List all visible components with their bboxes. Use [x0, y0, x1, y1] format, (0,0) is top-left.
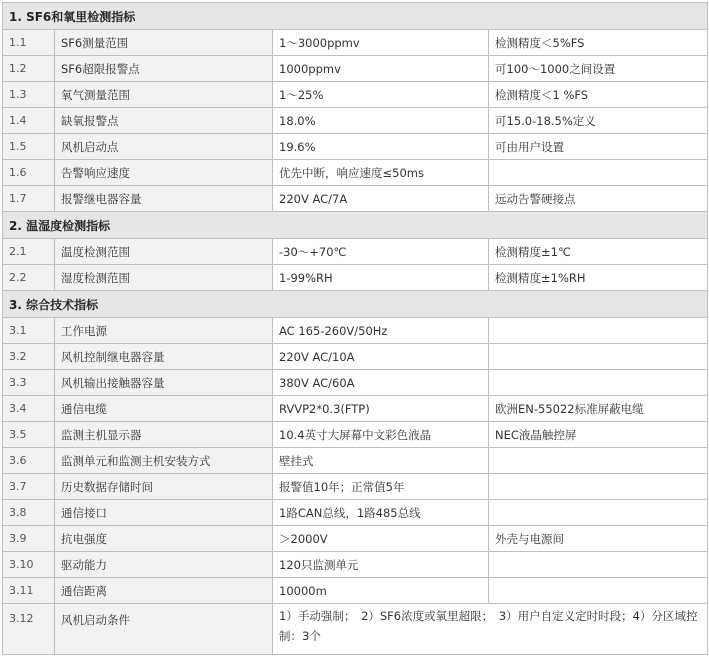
- section-title: 1. SF6和氧里检测指标: [3, 3, 708, 30]
- parameter-value: ＞2000V: [273, 526, 489, 552]
- section-header-row: [3, 212, 708, 239]
- parameter-value: 10000m: [273, 578, 489, 604]
- table-row: [3, 526, 708, 552]
- parameter-name: 抗电强度: [55, 526, 273, 552]
- row-number: 3.3: [3, 370, 55, 396]
- parameter-value: AC 165-260V/50Hz: [273, 318, 489, 344]
- parameter-value: 220V AC/7A: [273, 186, 489, 212]
- parameter-name: 驱动能力: [55, 552, 273, 578]
- parameter-note: [489, 448, 708, 474]
- row-number: 1.2: [3, 56, 55, 82]
- row-number: 2.1: [3, 239, 55, 265]
- parameter-name: SF6测量范围: [55, 30, 273, 56]
- table-row: [3, 239, 708, 265]
- table-row: [3, 82, 708, 108]
- parameter-note: [489, 474, 708, 500]
- parameter-note: 检测精度±1℃: [489, 239, 708, 265]
- table-row: [3, 318, 708, 344]
- parameter-name: 风机输出接触器容量: [55, 370, 273, 396]
- parameter-name: 告警响应速度: [55, 160, 273, 186]
- parameter-name: 缺氧报警点: [55, 108, 273, 134]
- row-number: 1.5: [3, 134, 55, 160]
- row-number: 3.4: [3, 396, 55, 422]
- parameter-name: 风机控制继电器容量: [55, 344, 273, 370]
- row-number: 3.11: [3, 578, 55, 604]
- row-number: 1.7: [3, 186, 55, 212]
- parameter-value: 1～3000ppmv: [273, 30, 489, 56]
- parameter-name: 监测单元和监测主机安装方式: [55, 448, 273, 474]
- parameter-value: 120只监测单元: [273, 552, 489, 578]
- parameter-note: [489, 552, 708, 578]
- row-number: 3.2: [3, 344, 55, 370]
- parameter-value: 220V AC/10A: [273, 344, 489, 370]
- section-title: 3. 综合技术指标: [3, 291, 708, 318]
- parameter-value: 10.4英寸大屏幕中文彩色液晶: [273, 422, 489, 448]
- section-header-row: [3, 291, 708, 318]
- parameter-note: 外壳与电源间: [489, 526, 708, 552]
- row-number: 1.6: [3, 160, 55, 186]
- table-row: [3, 578, 708, 604]
- row-number: 3.7: [3, 474, 55, 500]
- table-row: [3, 160, 708, 186]
- parameter-value: 壁挂式: [273, 448, 489, 474]
- parameter-name: 通信接口: [55, 500, 273, 526]
- table-row: [3, 500, 708, 526]
- table-row: [3, 134, 708, 160]
- table-row: [3, 56, 708, 82]
- table-row: [3, 552, 708, 578]
- row-number: 3.1: [3, 318, 55, 344]
- parameter-name: 湿度检测范围: [55, 265, 273, 291]
- parameter-name: 监测主机显示器: [55, 422, 273, 448]
- row-number: 1.3: [3, 82, 55, 108]
- parameter-note: [489, 578, 708, 604]
- row-number: 3.12: [3, 604, 55, 655]
- parameter-note: [489, 500, 708, 526]
- parameter-note: 检测精度±1%RH: [489, 265, 708, 291]
- row-number: 1.4: [3, 108, 55, 134]
- parameter-name: 风机启动点: [55, 134, 273, 160]
- section-header-row: [3, 3, 708, 30]
- parameter-value: RVVP2*0.3(FTP): [273, 396, 489, 422]
- table-row: [3, 370, 708, 396]
- parameter-note: NEC液晶触控屏: [489, 422, 708, 448]
- table-row: [3, 186, 708, 212]
- table-row: [3, 30, 708, 56]
- row-number: 1.1: [3, 30, 55, 56]
- parameter-value: 1～25%: [273, 82, 489, 108]
- table-row: [3, 474, 708, 500]
- parameter-value: 1）手动强制； 2）SF6浓度或氧里超限； 3）用户自定义定时时段；4）分区域控制：3个: [273, 604, 708, 655]
- spec-table-body: [3, 3, 708, 655]
- parameter-value: 380V AC/60A: [273, 370, 489, 396]
- parameter-value: 1路CAN总线，1路485总线: [273, 500, 489, 526]
- parameter-value: 1-99%RH: [273, 265, 489, 291]
- parameter-value: 报警值10年；正常值5年: [273, 474, 489, 500]
- parameter-name: SF6超限报警点: [55, 56, 273, 82]
- parameter-name: 通信电缆: [55, 396, 273, 422]
- row-number: 3.5: [3, 422, 55, 448]
- table-row: [3, 344, 708, 370]
- parameter-value: -30～+70℃: [273, 239, 489, 265]
- parameter-name: 历史数据存储时间: [55, 474, 273, 500]
- parameter-note: 可100～1000之间设置: [489, 56, 708, 82]
- parameter-name: 报警继电器容量: [55, 186, 273, 212]
- parameter-note: 可15.0-18.5%定义: [489, 108, 708, 134]
- parameter-note: 检测精度＜1 %FS: [489, 82, 708, 108]
- table-row: [3, 422, 708, 448]
- table-row: [3, 396, 708, 422]
- parameter-note: [489, 160, 708, 186]
- table-row: [3, 265, 708, 291]
- parameter-note: [489, 318, 708, 344]
- parameter-value: 19.6%: [273, 134, 489, 160]
- parameter-note: [489, 344, 708, 370]
- row-number: 3.6: [3, 448, 55, 474]
- parameter-note: 检测精度＜5%FS: [489, 30, 708, 56]
- parameter-note: 可由用户设置: [489, 134, 708, 160]
- parameter-note: 欧洲EN-55022标准屏蔽电缆: [489, 396, 708, 422]
- parameter-value: 18.0%: [273, 108, 489, 134]
- parameter-name: 温度检测范围: [55, 239, 273, 265]
- row-number: 3.8: [3, 500, 55, 526]
- parameter-name: 风机启动条件: [55, 604, 273, 655]
- parameter-name: 氧气测量范围: [55, 82, 273, 108]
- parameter-value: 优先中断，响应速度≤50ms: [273, 160, 489, 186]
- parameter-name: 工作电源: [55, 318, 273, 344]
- spec-table: [2, 2, 708, 655]
- parameter-note: [489, 370, 708, 396]
- parameter-value: 1000ppmv: [273, 56, 489, 82]
- table-row: [3, 108, 708, 134]
- table-row: [3, 604, 708, 655]
- table-row: [3, 448, 708, 474]
- section-title: 2. 温湿度检测指标: [3, 212, 708, 239]
- row-number: 3.10: [3, 552, 55, 578]
- row-number: 3.9: [3, 526, 55, 552]
- parameter-name: 通信距离: [55, 578, 273, 604]
- parameter-note: 远动告警硬接点: [489, 186, 708, 212]
- row-number: 2.2: [3, 265, 55, 291]
